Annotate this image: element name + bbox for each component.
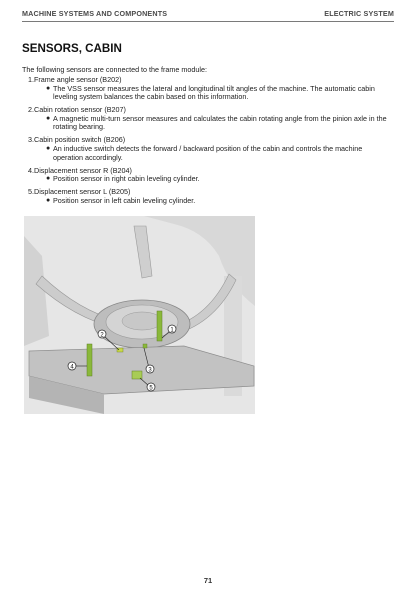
bullet-text: An inductive switch detects the forward / backward position of the cabin and controls the machine operation accordingly.: [53, 143, 363, 162]
callout-5: [147, 383, 155, 391]
svg-text:3: 3: [148, 367, 152, 374]
header-divider: [22, 21, 394, 22]
callout-3: [146, 365, 154, 373]
displacement-sensor-l: [157, 311, 162, 341]
item-label: Displacement sensor R (B204): [34, 165, 132, 175]
frame-angle-sensor: [132, 371, 142, 379]
item-label: Cabin position switch (B206): [34, 135, 126, 145]
list-item: [22, 167, 394, 184]
item-label: Frame angle sensor (B202): [34, 75, 122, 84]
item-number: 1.: [28, 75, 34, 84]
sensor-list: [22, 76, 394, 210]
bearing-hub: [122, 312, 162, 330]
item-number: 4.: [28, 165, 34, 175]
bullet-text: Position sensor in left cabin leveling cylinder.: [53, 195, 196, 205]
header-section-title: MACHINE SYSTEMS AND COMPONENTS: [22, 9, 168, 18]
bullet: ● An inductive switch detects the forward / backward position of the cabin and controls the machine operation accordingly.: [46, 143, 363, 162]
bullet: ● Position sensor in right cabin leveling cylinder.: [46, 174, 200, 184]
svg-text:4: 4: [70, 364, 74, 371]
cabin-sensors-figure: [24, 216, 255, 414]
bullet: ● Position sensor in left cabin leveling cylinder.: [46, 195, 196, 205]
item-number: 3.: [28, 135, 34, 145]
callout-4: [68, 362, 76, 370]
item-label: Cabin rotation sensor (B207): [34, 105, 126, 115]
bullet-text: The VSS sensor measures the lateral and longitudinal tilt angles of the machine. The automatic cabin leveling system balances the cabin based on this information.: [53, 83, 375, 102]
callout-1: [168, 325, 176, 333]
page-title: SENSORS, CABIN: [22, 42, 122, 55]
bullet: ● The VSS sensor measures the lateral and longitudinal tilt angles of the machine. The automatic cabin leveling system balances the cabin based on this information.: [46, 83, 375, 102]
bullet-text: Position sensor in right cabin leveling cylinder.: [53, 174, 200, 184]
callout-2: [98, 330, 106, 338]
list-item: [22, 106, 394, 132]
svg-text:1: 1: [170, 327, 174, 334]
page-header: [22, 9, 394, 21]
cabin-position-switch: [143, 344, 147, 348]
list-item: [22, 136, 394, 162]
bullet-text: A magnetic multi-turn sensor measures and calculates the cabin rotating angle from the pinion axle in the rotating bearing.: [53, 113, 387, 132]
header-chapter-title: ELECTRIC SYSTEM: [324, 9, 394, 18]
list-item: [22, 76, 394, 102]
intro-text: The following sensors are connected to the frame module:: [22, 65, 207, 74]
page-number: 71: [203, 576, 213, 585]
list-item: [22, 188, 394, 205]
bullet: ● A magnetic multi-turn sensor measures and calculates the cabin rotating angle from the pinion axle in the rotating bearing.: [46, 113, 387, 132]
item-label: Displacement sensor L (B205): [34, 187, 131, 197]
item-number: 2.: [28, 105, 34, 115]
svg-text:2: 2: [100, 332, 104, 339]
item-number: 5.: [28, 187, 34, 197]
displacement-sensor-r: [87, 344, 92, 376]
svg-text:5: 5: [149, 385, 153, 392]
